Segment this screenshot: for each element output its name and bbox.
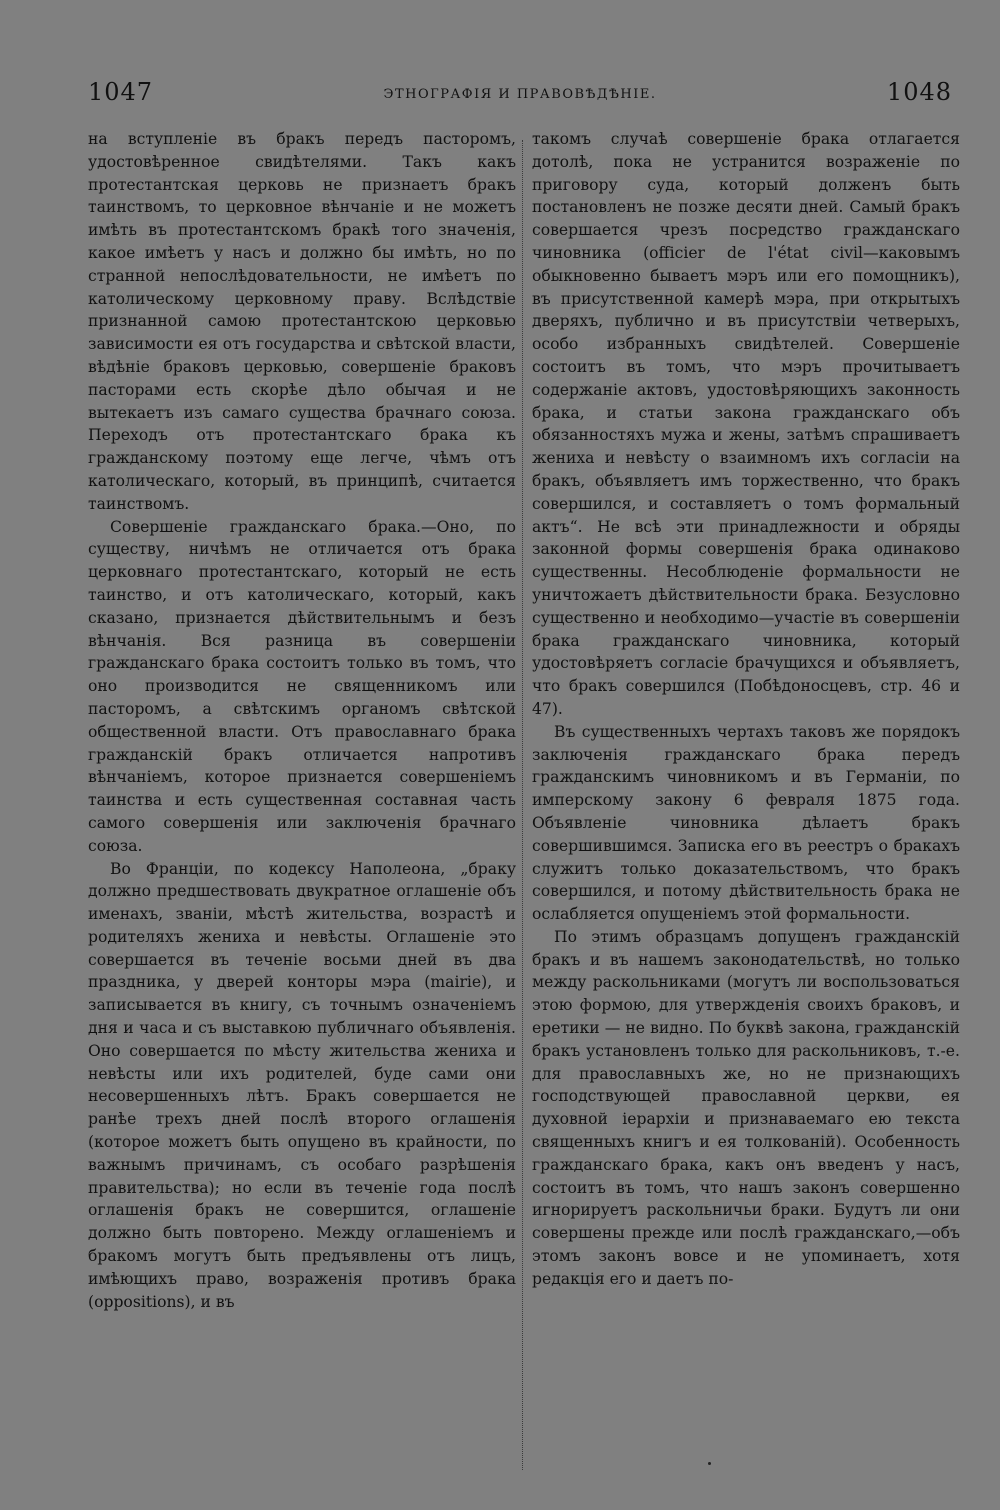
left-page-number: 1047 bbox=[88, 78, 154, 106]
page-header bbox=[88, 78, 952, 118]
right-paragraph-2: Въ существенныхъ чертахъ таковъ же порядокъ заключенія гражданскаго брака передъ гражданскимъ чиновникомъ и въ Германіи, по имперскому закону 6 февраля 1875 года. Объявленіе чиновника дѣлаетъ бракъ совершившимся. Записка его въ реестръ о бракахъ служитъ только доказательствомъ, что бракъ совершился, и потому дѣйствительность брака не ослабляется опущеніемъ этой формальности. bbox=[532, 722, 960, 924]
right-paragraph-1: такомъ случаѣ совершеніе брака отлагается дотолѣ, пока не устранится возраженіе по приговору суда, который долженъ быть постановленъ не позже десяти дней. Самый бракъ совершается чрезъ посредство гражданскаго чиновника (officier de l'état civil—каковымъ обыкновенно бываетъ мэръ или его помощникъ), въ присутственной камерѣ мэра, при открытыхъ дверяхъ, публично и въ присутствіи четверыхъ, особо избранныхъ свидѣтелей. Совершеніе состоитъ въ томъ, что мэръ прочитываетъ содержаніе актовъ, удостовѣряющихъ законность брака, и статьи закона гражданскаго объ обязанностяхъ мужа и жены, затѣмъ спрашиваетъ жениха и невѣсту о взаимномъ ихъ согласіи на бракъ, объявляетъ имъ торжественно, что бракъ совершился, и составляетъ о томъ формальный актъ“. Не всѣ эти принадлежности и обряды законной формы совершенія брака одинаково существенны. Несоблюденіе формальности не уничтожаетъ дѣйствительности брака. Безусловно существенно и необходимо—участіе въ совершеніи брака гражданскаго чиновника, который удостовѣряетъ согласіе брачущихся и объявляетъ, что бракъ совершился (Побѣдоносцевъ, стр. 46 и 47). bbox=[532, 130, 960, 718]
right-page-number: 1048 bbox=[886, 78, 952, 106]
left-paragraph-2: Совершеніе гражданскаго брака.—Оно, по существу, ничѣмъ не отличается отъ брака церковнаго протестантскаго, который не есть таинство, и отъ католическаго, который, какъ сказано, признается дѣйствительнымъ и безъ вѣнчанія. Вся разница въ совершеніи гражданскаго брака состоитъ только въ томъ, что оно производится не священникомъ или пасторомъ, а свѣтскимъ органомъ свѣтской общественной власти. Отъ православнаго брака гражданскій бракъ отличается напротивъ вѣнчаніемъ, которое признается совершеніемъ таинства и есть существенная составная часть самого совершенія или заключенія брачнаго союза. bbox=[88, 517, 516, 855]
left-paragraph-3: Во Франціи, по кодексу Наполеона, „браку должно предшествовать двукратное оглашеніе объ именахъ, званіи, мѣстѣ жительства, возрастѣ и родителяхъ жениха и невѣсты. Оглашеніе это совершается въ теченіе восьми дней въ два праздника, у дверей конторы мэра (mairie), и записывается въ книгу, съ точнымъ означеніемъ дня и часа и съ выставкою публичнаго объявленія. Оно совершается по мѣсту жительства жениха и невѣсты или ихъ родителей, буде сами они несовершенныхъ лѣтъ. Бракъ совершается не ранѣе трехъ дней послѣ второго оглашенія (которое можетъ быть опущено въ крайности, по важнымъ причинамъ, съ особаго разрѣшенія правительства); но если въ теченіе года послѣ оглашенія бракъ не совершится, оглашеніе должно быть повторено. Между оглашеніемъ и бракомъ могутъ быть предъявлены отъ лицъ, имѣющихъ право, возраженія противъ брака (oppositions), и въ bbox=[88, 859, 516, 1311]
left-column bbox=[88, 128, 516, 1313]
left-paragraph-1: на вступленіе въ бракъ передъ пасторомъ, удостовѣренное свидѣтелями. Такъ какъ протестантская церковь не признаетъ бракъ таинствомъ, то церковное вѣнчаніе и не можетъ имѣть въ протестантскомъ бракѣ того значенія, какое имѣетъ у насъ и должно бы имѣть, но по странной непослѣдовательности, не имѣетъ по католическому церковному праву. Вслѣдствіе признанной самою протестантскою церковью зависимости ея отъ государства и свѣтской власти, вѣдѣніе браковъ церковью, совершеніе браковъ пасторами есть скорѣе дѣло обычая и не вытекаетъ изъ самаго существа брачнаго союза. Переходъ отъ протестантскаго брака къ гражданскому поэтому еще легче, чѣмъ отъ католическаго, который, въ принципѣ, считается таинствомъ. bbox=[88, 130, 516, 513]
column-divider bbox=[522, 140, 523, 1470]
footer-dot bbox=[708, 1462, 711, 1465]
right-column bbox=[532, 128, 960, 1291]
running-title: ЭТНОГРАФІЯ И ПРАВОВѢДѢНІЕ. bbox=[383, 87, 657, 102]
right-paragraph-3: По этимъ образцамъ допущенъ гражданскій бракъ и въ нашемъ законодательствѣ, но только между раскольниками (могутъ ли воспользоваться этою формою, для утвержденія своихъ браковъ, и еретики — не видно. По буквѣ закона, гражданскій бракъ установленъ только для раскольниковъ, т.-е. для православныхъ же, но не признающихъ господствующей православной церкви, ея духовной іерархіи и признаваемаго ею текста священныхъ книгъ и ея толкованій). Особенность гражданскаго брака, какъ онъ введенъ у насъ, состоитъ въ томъ, что нашъ законъ совершенно игнорируетъ раскольничьи браки. Будутъ ли они совершены прежде или послѣ гражданскаго,—объ этомъ законъ вовсе и не упоминаетъ, хотя редакція его и даетъ по- bbox=[532, 927, 960, 1288]
